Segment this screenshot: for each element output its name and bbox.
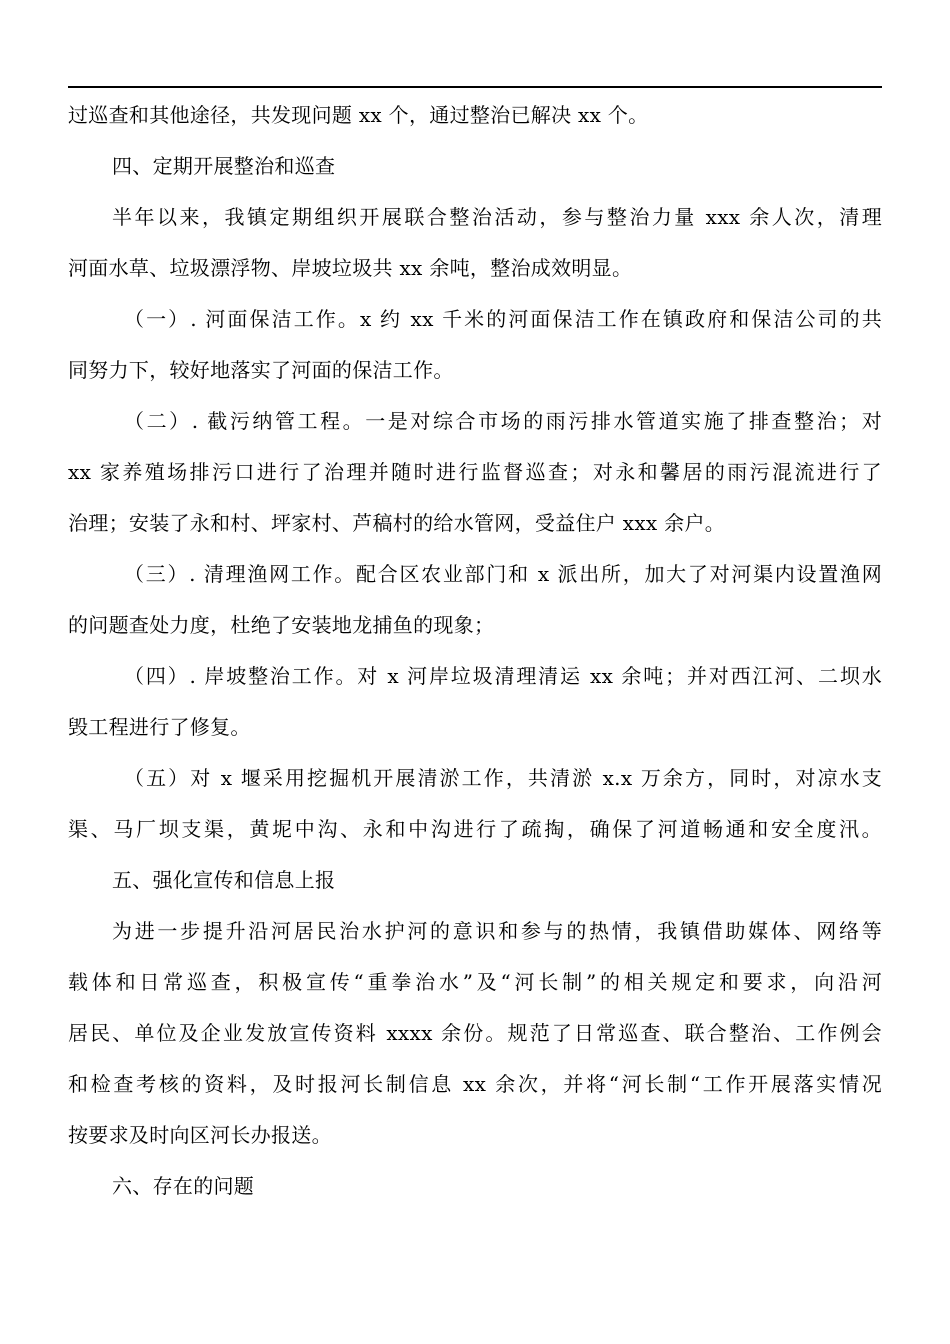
text-line: 半年以来，我镇定期组织开展联合整治活动，参与整治力量 xxx 余人次，清理: [112, 205, 882, 229]
text-line: 河面水草、垃圾漂浮物、岸坡垃圾共 xx 余吨，整治成效明显。: [68, 256, 633, 280]
text-line: （一）. 河面保洁工作。x 约 xx 千米的河面保洁工作在镇政府和保洁公司的共: [124, 307, 882, 331]
text-line: 毁工程进行了修复。: [68, 715, 251, 739]
document-body: [68, 90, 882, 1212]
section-heading: 四、定期开展整治和巡查: [112, 154, 336, 178]
text-line: 的问题查处力度，杜绝了安装地龙捕鱼的现象；: [68, 613, 495, 637]
text-line: 过巡查和其他途径，共发现问题 xx 个，通过整治已解决 xx 个。: [68, 103, 649, 127]
text-line: xx 家养殖场排污口进行了治理并随时进行监督巡查；对永和馨居的雨污混流进行了: [68, 460, 882, 484]
text-line: 按要求及时向区河长办报送。: [68, 1123, 332, 1147]
text-line: （二）. 截污纳管工程。一是对综合市场的雨污排水管道实施了排查整治；对: [124, 409, 882, 433]
text-line: （五）对 x 堰采用挖掘机开展清淤工作，共清淤 x.x 万余方，同时，对凉水支: [124, 766, 882, 790]
section-heading: 六、存在的问题: [112, 1174, 255, 1198]
text-line: 居民、单位及企业发放宣传资料 xxxx 余份。规范了日常巡查、联合整治、工作例会: [68, 1021, 882, 1045]
header-rule: [68, 86, 882, 88]
text-line: 和检查考核的资料，及时报河长制信息 xx 余次，并将“河长制“工作开展落实情况: [68, 1072, 882, 1096]
text-line: 同努力下，较好地落实了河面的保洁工作。: [68, 358, 454, 382]
text-line: （四）. 岸坡整治工作。对 x 河岸垃圾清理清运 xx 余吨；并对西江河、二坝水: [124, 664, 882, 688]
text-line: （三）. 清理渔网工作。配合区农业部门和 x 派出所，加大了对河渠内设置渔网: [124, 562, 882, 586]
text-line: 渠、马厂坝支渠，黄坭中沟、永和中沟进行了疏掏，确保了河道畅通和安全度汛。: [68, 817, 882, 841]
section-heading: 五、强化宣传和信息上报: [112, 868, 336, 892]
text-line: 治理；安装了永和村、坪家村、芦稿村的给水管网，受益住户 xxx 余户。: [68, 511, 726, 535]
text-line: 为进一步提升沿河居民治水护河的意识和参与的热情，我镇借助媒体、网络等: [112, 919, 882, 943]
text-line: 载体和日常巡查，积极宣传“重拳治水”及“河长制”的相关规定和要求，向沿河: [68, 970, 882, 994]
